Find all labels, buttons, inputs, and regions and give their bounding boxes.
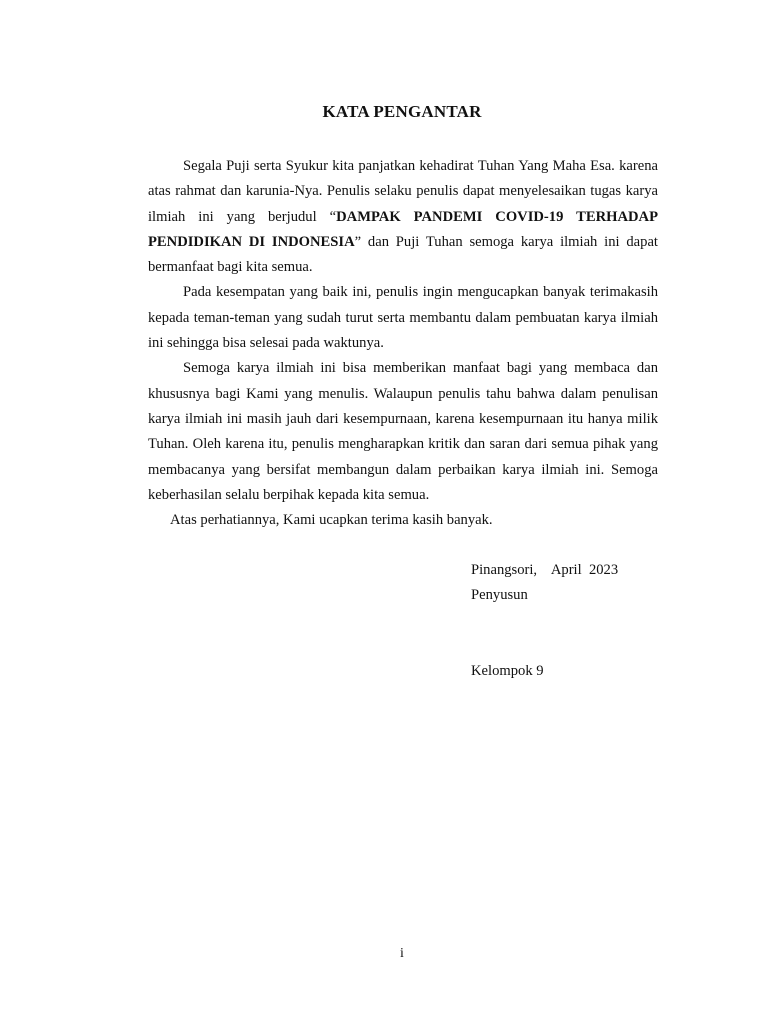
signature-role: Penyusun [471, 587, 528, 604]
paragraph-opening [148, 154, 658, 280]
document-body [148, 154, 658, 533]
paragraph-opening-tail: ” dan Puji Tuhan semoga karya ilmiah ini dapat bermanfaat bagi kita semua. [148, 233, 658, 276]
signature-space [471, 609, 618, 659]
paragraph-hope: Semoga karya ilmiah ini bisa memberikan manfaat bagi yang membaca dan khususnya bagi Kami yang menulis. Walaupun penulis tahu bahwa dalam penulisan karya ilmiah ini masih jauh dari kesempurnaan, karena kesempurnaan itu hanya milik Tuhan. Oleh karena itu, penulis mengharapkan kritik dan saran dari semua pihak yang membacanya yang bersifat membangun dalam perbaikan karya ilmiah ini. Semoga keberhasilan selalu berpihak kepada kita semua. [148, 360, 658, 503]
page-title: KATA PENGANTAR [322, 102, 482, 121]
signature-block [471, 558, 618, 684]
paragraph-closing: Atas perhatiannya, Kami ucapkan terima kasih banyak. [170, 512, 493, 529]
signature-place-date: Pinangsori, April 2023 [471, 562, 619, 578]
page-number: i [400, 946, 404, 961]
paragraph-opening-text: Segala Puji serta Syukur kita panjatkan kehadirat Tuhan Yang Maha Esa. karena atas rahmat dan karunia-Nya. Penulis selaku penulis dapat menyelesaikan tugas karya ilmiah ini yang berjudul “ [148, 158, 658, 225]
paragraph-thanks: Pada kesempatan yang baik ini, penulis ingin mengucapkan banyak terimakasih kepada teman-teman yang sudah turut serta membantu dalam pembuatan karya ilmiah ini sehingga bisa selesai pada waktunya. [148, 284, 658, 352]
paper-title-bold: DAMPAK PANDEMI COVID-19 TERHADAP PENDIDIKAN DI INDONESIA [148, 208, 658, 250]
signature-author: Kelompok 9 [471, 662, 544, 679]
